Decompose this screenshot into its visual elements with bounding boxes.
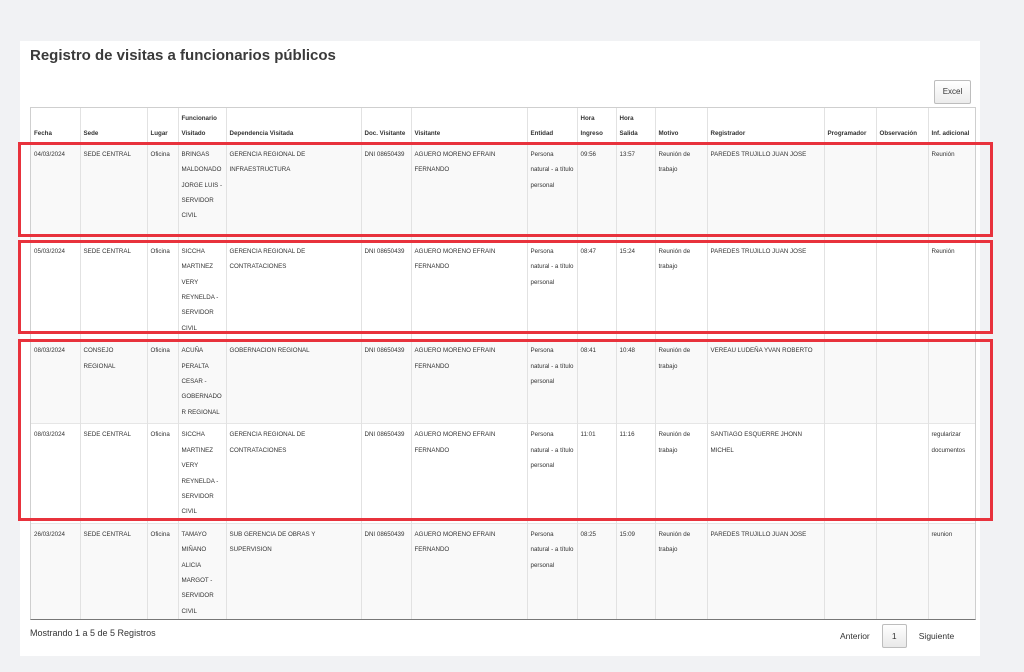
cell-inf-adicional <box>928 340 975 424</box>
cell-observacion <box>876 240 928 339</box>
cell-visitante: AGUERO MORENO EFRAIN FERNANDO <box>411 523 527 620</box>
col-header-hora-ingreso[interactable]: Hora Ingreso <box>577 108 616 143</box>
table-header-row <box>31 108 975 143</box>
col-header-sede[interactable]: Sede <box>80 108 147 143</box>
cell-doc: DNI 08650439 <box>361 424 411 523</box>
cell-programador <box>824 424 876 523</box>
cell-visitante: AGUERO MORENO EFRAIN FERNANDO <box>411 240 527 339</box>
cell-registrador: PAREDES TRUJILLO JUAN JOSE <box>707 240 824 339</box>
col-header-entidad[interactable]: Entidad <box>527 108 577 143</box>
table-row <box>31 523 975 620</box>
cell-dependencia: GERENCIA REGIONAL DE CONTRATACIONES <box>226 240 361 339</box>
cell-hora-salida: 15:24 <box>616 240 655 339</box>
cell-observacion <box>876 340 928 424</box>
cell-observacion <box>876 424 928 523</box>
cell-registrador: SANTIAGO ESQUERRE JHONN MICHEL <box>707 424 824 523</box>
excel-export-button[interactable]: Excel <box>934 80 971 104</box>
cell-hora-ingreso: 08:25 <box>577 523 616 620</box>
cell-observacion <box>876 523 928 620</box>
cell-funcionario: SICCHA MARTINEZ VERY REYNELDA - SERVIDOR CIVIL <box>178 424 226 523</box>
cell-fecha: 08/03/2024 <box>31 340 80 424</box>
cell-fecha: 05/03/2024 <box>31 240 80 339</box>
cell-lugar: Oficina <box>147 240 178 339</box>
cell-sede: SEDE CENTRAL <box>80 523 147 620</box>
cell-hora-salida: 13:57 <box>616 143 655 240</box>
table-row <box>31 240 975 339</box>
col-header-motivo[interactable]: Motivo <box>655 108 707 143</box>
col-header-visitante[interactable]: Visitante <box>411 108 527 143</box>
cell-motivo: Reunión de trabajo <box>655 143 707 240</box>
cell-programador <box>824 523 876 620</box>
cell-fecha: 08/03/2024 <box>31 424 80 523</box>
cell-registrador: PAREDES TRUJILLO JUAN JOSE <box>707 143 824 240</box>
col-header-registrador[interactable]: Registrador <box>707 108 824 143</box>
cell-hora-salida: 11:16 <box>616 424 655 523</box>
visits-table <box>31 108 975 620</box>
col-header-observacion[interactable]: Observación <box>876 108 928 143</box>
cell-hora-ingreso: 11:01 <box>577 424 616 523</box>
cell-sede: SEDE CENTRAL <box>80 240 147 339</box>
cell-funcionario: TAMAYO MIÑANO ALICIA MARGOT - SERVIDOR CIVIL <box>178 523 226 620</box>
cell-fecha: 26/03/2024 <box>31 523 80 620</box>
cell-dependencia: SUB GERENCIA DE OBRAS Y SUPERVISION <box>226 523 361 620</box>
col-header-hora-salida[interactable]: Hora Salida <box>616 108 655 143</box>
col-header-inf-adicional[interactable]: Inf. adicional <box>928 108 975 143</box>
cell-entidad: Persona natural - a título personal <box>527 240 577 339</box>
cell-motivo: Reunión de trabajo <box>655 240 707 339</box>
cell-hora-ingreso: 08:47 <box>577 240 616 339</box>
cell-programador <box>824 340 876 424</box>
cell-hora-salida: 15:09 <box>616 523 655 620</box>
col-header-lugar[interactable]: Lugar <box>147 108 178 143</box>
cell-dependencia: GOBERNACION REGIONAL <box>226 340 361 424</box>
cell-visitante: AGUERO MORENO EFRAIN FERNANDO <box>411 340 527 424</box>
cell-registrador: VEREAU LUDEÑA YVAN ROBERTO <box>707 340 824 424</box>
visits-table-container <box>30 107 976 620</box>
col-header-dependencia[interactable]: Dependencia Visitada <box>226 108 361 143</box>
col-header-fecha[interactable]: Fecha <box>31 108 80 143</box>
cell-hora-salida: 10:48 <box>616 340 655 424</box>
col-header-doc[interactable]: Doc. Visitante <box>361 108 411 143</box>
cell-observacion <box>876 143 928 240</box>
cell-dependencia: GERENCIA REGIONAL DE CONTRATACIONES <box>226 424 361 523</box>
cell-lugar: Oficina <box>147 424 178 523</box>
cell-inf-adicional: Reunión <box>931 247 955 255</box>
cell-visitante: AGUERO MORENO EFRAIN FERNANDO <box>411 143 527 240</box>
visits-panel <box>20 41 980 656</box>
cell-lugar: Oficina <box>147 340 178 424</box>
cell-hora-ingreso: 09:56 <box>577 143 616 240</box>
cell-fecha: 04/03/2024 <box>31 143 80 240</box>
cell-doc: DNI 08650439 <box>361 143 411 240</box>
cell-doc: DNI 08650439 <box>361 240 411 339</box>
table-row <box>31 424 975 523</box>
cell-doc: DNI 08650439 <box>361 340 411 424</box>
cell-lugar: Oficina <box>147 143 178 240</box>
cell-sede: SEDE CENTRAL <box>80 424 147 523</box>
cell-inf-adicional: reunion <box>931 530 953 538</box>
cell-motivo: Reunión de trabajo <box>655 340 707 424</box>
cell-funcionario: ACUÑA PERALTA CESAR - GOBERNADOR REGIONAL <box>178 340 226 424</box>
cell-programador <box>824 143 876 240</box>
cell-funcionario: BRINGAS MALDONADO JORGE LUIS - SERVIDOR CIVIL <box>178 143 226 240</box>
cell-inf-adicional: regularizar documentos <box>931 431 966 454</box>
cell-entidad: Persona natural - a título personal <box>527 143 577 240</box>
cell-motivo: Reunión de trabajo <box>655 523 707 620</box>
pagination <box>840 623 954 648</box>
cell-funcionario: SICCHA MARTINEZ VERY REYNELDA - SERVIDOR CIVIL <box>178 240 226 339</box>
cell-motivo: Reunión de trabajo <box>655 424 707 523</box>
cell-doc: DNI 08650439 <box>361 523 411 620</box>
cell-visitante: AGUERO MORENO EFRAIN FERNANDO <box>411 424 527 523</box>
next-page-link[interactable]: Siguiente <box>918 630 955 641</box>
cell-programador <box>824 240 876 339</box>
col-header-funcionario[interactable]: Funcionario Visitado <box>178 108 226 143</box>
cell-entidad: Persona natural - a título personal <box>527 424 577 523</box>
cell-hora-ingreso: 08:41 <box>577 340 616 424</box>
page-title: Registro de visitas a funcionarios públicos <box>30 47 336 64</box>
cell-registrador: PAREDES TRUJILLO JUAN JOSE <box>707 523 824 620</box>
cell-entidad: Persona natural - a título personal <box>527 340 577 424</box>
col-header-programador[interactable]: Programador <box>824 108 876 143</box>
cell-entidad: Persona natural - a título personal <box>527 523 577 620</box>
cell-sede: CONSEJO REGIONAL <box>80 340 147 424</box>
table-row <box>31 143 975 240</box>
cell-inf-adicional: Reunión <box>931 150 955 158</box>
table-row <box>31 340 975 424</box>
records-count-text: Mostrando 1 a 5 de 5 Registros <box>30 628 156 638</box>
previous-page-link[interactable]: Anterior <box>840 630 870 641</box>
cell-sede: SEDE CENTRAL <box>80 143 147 240</box>
page-number-button[interactable]: 1 <box>882 624 907 648</box>
cell-dependencia: GERENCIA REGIONAL DE INFRAESTRUCTURA <box>226 143 361 240</box>
cell-lugar: Oficina <box>147 523 178 620</box>
